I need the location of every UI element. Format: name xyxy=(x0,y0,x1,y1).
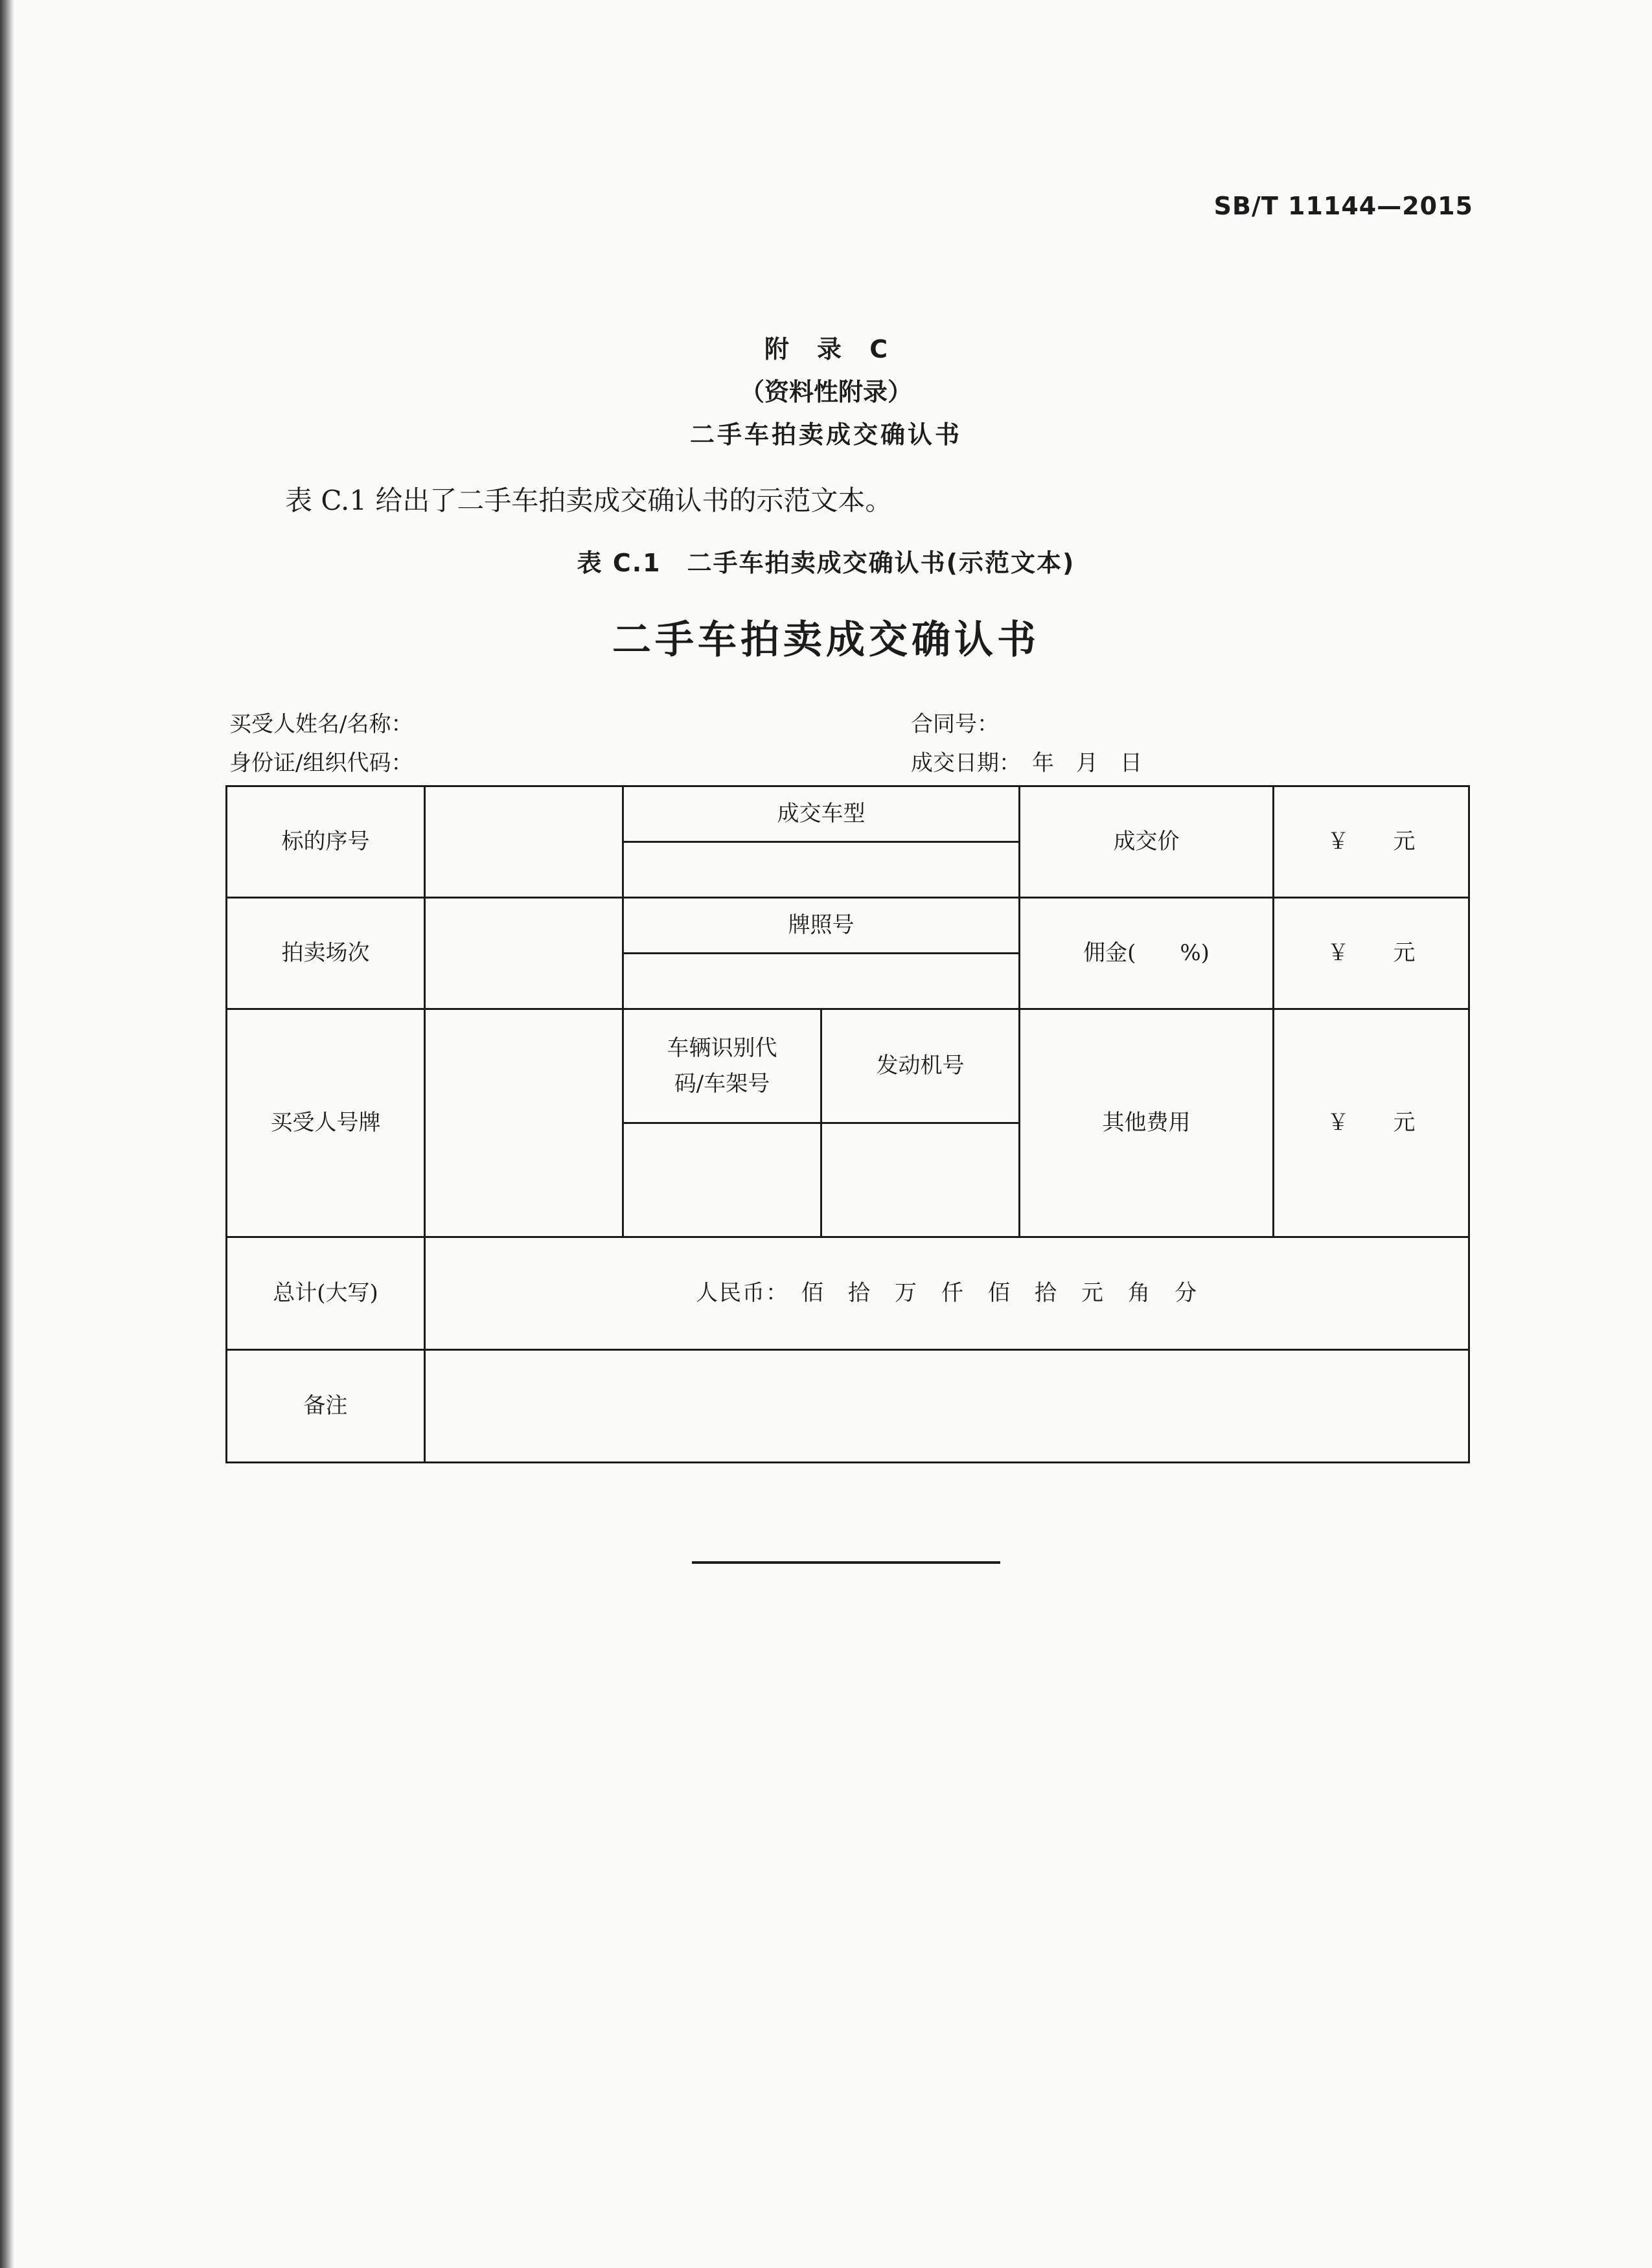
appendix-title: 附 录 C xyxy=(764,335,888,363)
price-label: 成交价 xyxy=(1020,786,1274,898)
engine-value[interactable] xyxy=(821,1123,1020,1237)
standard-code: SB/T 11144—2015 xyxy=(1213,192,1473,220)
other-fees-label: 其他费用 xyxy=(1020,1009,1274,1237)
plate-value[interactable] xyxy=(623,954,1020,1009)
buyer-no-label: 买受人号牌 xyxy=(227,1009,425,1237)
commission-value[interactable]: ￥ 元 xyxy=(1274,898,1469,1009)
total-value[interactable]: 人民币： 佰 拾 万 仟 佰 拾 元 角 分 xyxy=(425,1237,1469,1350)
vin-label xyxy=(623,1009,821,1123)
commission-label: 佣金( %) xyxy=(1020,898,1274,1009)
price-value[interactable]: ￥ 元 xyxy=(1274,786,1469,898)
buyer-no-value[interactable] xyxy=(425,1009,623,1237)
remarks-label: 备注 xyxy=(227,1350,425,1463)
model-value[interactable] xyxy=(623,842,1020,898)
appendix-name: 二手车拍卖成交确认书 xyxy=(689,420,962,449)
buyer-name-label: 买受人姓名/名称： xyxy=(229,711,413,737)
engine-label: 发动机号 xyxy=(821,1009,1020,1123)
table-caption: 表 C.1 二手车拍卖成交确认书(示范文本) xyxy=(577,549,1075,577)
total-label: 总计(大写) xyxy=(227,1237,425,1350)
other-fees-value[interactable]: ￥ 元 xyxy=(1274,1009,1469,1237)
confirmation-form-table xyxy=(225,785,1470,1463)
vin-label-line1: 车辆识别代 xyxy=(667,1035,777,1062)
vin-label-line2: 码/车架号 xyxy=(674,1070,770,1097)
id-label: 身份证/组织代码： xyxy=(229,750,413,776)
remarks-value[interactable] xyxy=(425,1350,1469,1463)
plate-label: 牌照号 xyxy=(623,898,1020,954)
lot-no-label: 标的序号 xyxy=(227,786,425,898)
appendix-subtitle: （资料性附录） xyxy=(739,378,912,406)
contract-no-label: 合同号： xyxy=(911,711,999,737)
model-label: 成交车型 xyxy=(623,786,1020,842)
session-label: 拍卖场次 xyxy=(227,898,425,1009)
vin-value[interactable] xyxy=(623,1123,821,1237)
deal-date-label: 成交日期： 年 月 日 xyxy=(911,750,1142,776)
end-rule xyxy=(692,1561,1000,1564)
session-value[interactable] xyxy=(425,898,623,1009)
intro-paragraph: 表 C.1 给出了二手车拍卖成交确认书的示范文本。 xyxy=(285,485,893,516)
form-title: 二手车拍卖成交确认书 xyxy=(612,617,1040,663)
lot-no-value[interactable] xyxy=(425,786,623,898)
